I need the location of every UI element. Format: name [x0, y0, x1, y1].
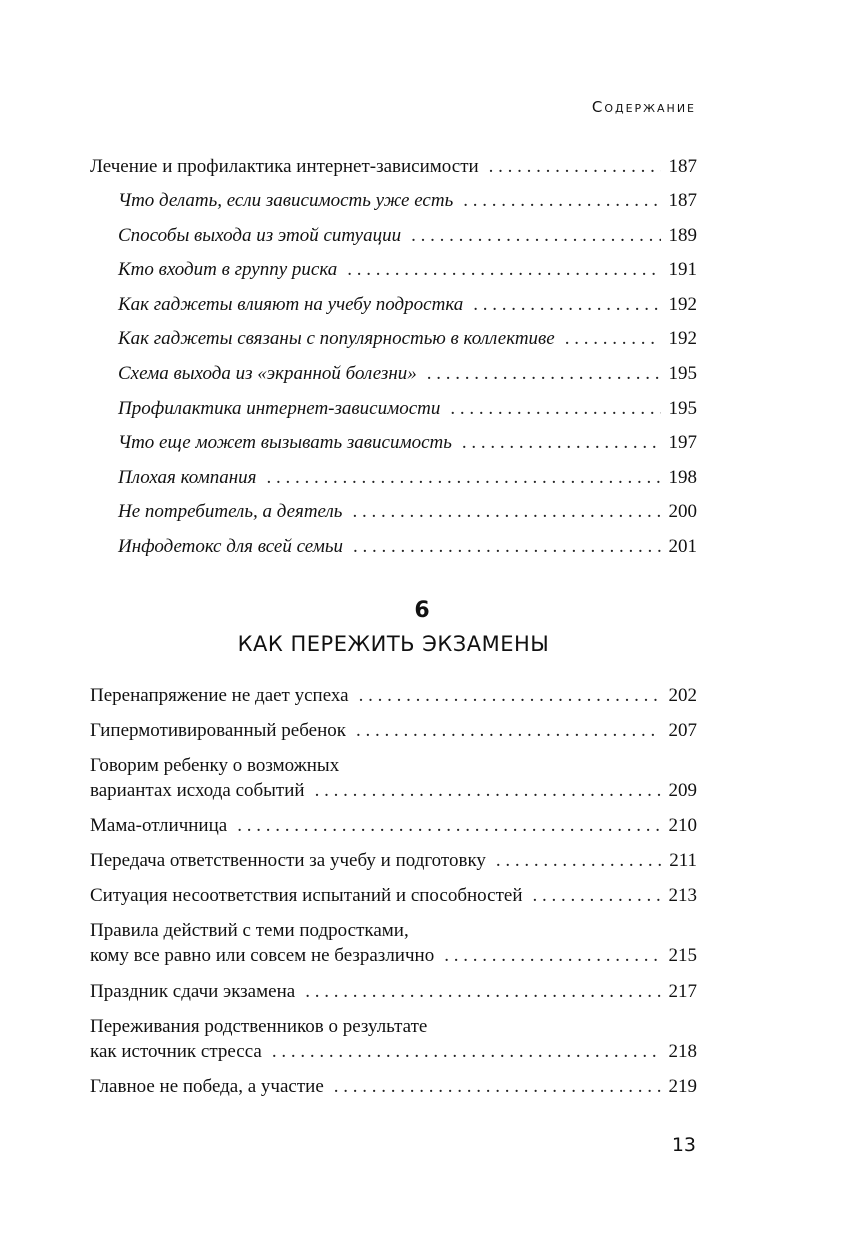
toc-entry-page: 217 — [668, 981, 697, 1002]
toc-entry-title: вариантах исхода событий — [90, 780, 305, 801]
toc-subentry-page: 195 — [668, 362, 697, 384]
dot-leader — [462, 432, 661, 454]
toc-section-1 — [90, 156, 697, 571]
toc-entry-page: 213 — [668, 885, 697, 906]
toc-subentry-page: 192 — [668, 293, 697, 315]
toc-entry-title: Главное не победа, а участие — [90, 1076, 324, 1097]
toc-entry[interactable] — [90, 1076, 697, 1111]
toc-entry-title: Праздник сдачи экзамена — [90, 981, 296, 1002]
toc-subentry[interactable] — [90, 190, 697, 225]
toc-subentry-title: Плохая компания — [118, 466, 257, 488]
toc-subentry-title: Кто входит в группу риска — [118, 259, 338, 281]
dot-leader — [272, 1041, 661, 1063]
toc-entry[interactable] — [90, 885, 697, 920]
toc-entry-title-line1: Правила действий с теми подростками, — [90, 920, 409, 941]
toc-subentry-title: Профилактика интернет-зависимости — [118, 397, 441, 419]
toc-subentry-title: Схема выхода из «экранной болезни» — [118, 362, 417, 384]
dot-leader — [359, 685, 661, 707]
toc-subentry[interactable] — [90, 501, 697, 536]
running-header: Содержание — [591, 98, 696, 116]
toc-subentry[interactable] — [90, 398, 697, 433]
toc-entry-page: 210 — [668, 815, 697, 836]
toc-entry-page: 211 — [669, 850, 697, 871]
toc-entry[interactable] — [90, 156, 697, 190]
toc-entry-multiline[interactable] — [90, 920, 697, 981]
toc-entry[interactable] — [90, 815, 697, 850]
dot-leader — [463, 190, 660, 212]
dot-leader — [450, 398, 660, 420]
toc-entry-last-line — [90, 780, 697, 802]
toc-entry-title-line1: Говорим ребенку о возможных — [90, 755, 340, 776]
toc-subentry-page: 201 — [668, 535, 697, 557]
toc-subentry[interactable] — [90, 294, 697, 329]
toc-subentry[interactable] — [90, 536, 697, 571]
dot-leader — [356, 720, 661, 742]
dot-leader — [237, 815, 660, 837]
toc-subentry-page: 198 — [668, 466, 697, 488]
dot-leader — [489, 156, 661, 178]
toc-entry-title: Лечение и профилактика интернет-зависимости — [90, 156, 479, 177]
dot-leader — [444, 945, 660, 967]
toc-subentry-page: 187 — [668, 190, 697, 211]
toc-entry-title: Гипермотивированный ребенок — [90, 720, 346, 741]
toc-subentry[interactable] — [90, 328, 697, 363]
toc-entry-last-line — [90, 1041, 697, 1063]
toc-subentry-title: Способы выхода из этой ситуации — [118, 224, 402, 246]
toc-subentry[interactable] — [90, 225, 697, 260]
toc-subentry-page: 191 — [668, 259, 697, 281]
dot-leader — [565, 328, 661, 350]
toc-subentry-page: 200 — [668, 501, 697, 523]
toc-subentry-title: Не потребитель, а деятель — [118, 501, 343, 523]
dot-leader — [305, 981, 660, 1003]
toc-entry-title: как источник стресса — [90, 1041, 262, 1062]
toc-entry-multiline[interactable] — [90, 755, 697, 815]
toc-subentry-title: Что еще может вызывать зависимость — [118, 432, 452, 454]
toc-subentry-title: Как гаджеты влияют на учебу подростка — [118, 293, 464, 315]
dot-leader — [334, 1076, 661, 1098]
toc-subentry-page: 197 — [668, 432, 697, 454]
toc-entry-title: Передача ответственности за учебу и подготовку — [90, 850, 486, 871]
toc-entry-page: 187 — [668, 156, 697, 177]
toc-subentry-title: Инфодетокс для всей семьи — [118, 535, 343, 557]
dot-leader — [427, 363, 661, 385]
toc-entry[interactable] — [90, 850, 697, 885]
toc-entry-title: Ситуация несоответствия испытаний и способностей — [90, 885, 523, 906]
toc-subentry-page: 189 — [668, 224, 697, 246]
toc-subentry[interactable] — [90, 259, 697, 294]
toc-subentry-page: 195 — [668, 397, 697, 419]
dot-leader — [473, 294, 660, 316]
toc-entry-page: 209 — [668, 780, 697, 801]
toc-entry-last-line — [90, 945, 697, 967]
toc-section-2 — [90, 685, 697, 1111]
toc-entry-title: Мама-отличница — [90, 815, 228, 836]
toc-subentry[interactable] — [90, 467, 697, 502]
chapter-title: КАК ПЕРЕЖИТЬ ЭКЗАМЕНЫ — [237, 632, 550, 656]
toc-entry-page: 215 — [668, 945, 697, 966]
toc-entry-title-line1: Переживания родственников о результате — [90, 1016, 428, 1037]
toc-subentry-title: Как гаджеты связаны с популярностью в коллективе — [118, 328, 555, 350]
toc-entry-page: 219 — [668, 1076, 697, 1097]
chapter-number: 6 — [414, 598, 430, 623]
toc-entry-multiline[interactable] — [90, 1016, 697, 1076]
dot-leader — [532, 885, 660, 907]
dot-leader — [353, 536, 661, 558]
toc-subentry[interactable] — [90, 363, 697, 398]
page-number: 13 — [671, 1134, 696, 1156]
toc-entry[interactable] — [90, 685, 697, 720]
dot-leader — [411, 225, 660, 247]
dot-leader — [496, 850, 661, 872]
toc-entry-page: 218 — [668, 1041, 697, 1062]
toc-entry-page: 207 — [668, 720, 697, 741]
dot-leader — [266, 467, 660, 489]
toc-entry-page: 202 — [668, 685, 697, 706]
toc-subentry-page: 192 — [668, 328, 697, 350]
toc-entry-title: Перенапряжение не дает успеха — [90, 685, 349, 706]
toc-subentry-title: Что делать, если зависимость уже есть — [118, 190, 454, 211]
toc-entry[interactable] — [90, 720, 697, 755]
dot-leader — [352, 501, 660, 523]
toc-entry[interactable] — [90, 981, 697, 1016]
dot-leader — [315, 780, 661, 802]
dot-leader — [347, 259, 660, 281]
toc-subentry[interactable] — [90, 432, 697, 467]
toc-entry-title: кому все равно или совсем не безразлично — [90, 945, 435, 966]
